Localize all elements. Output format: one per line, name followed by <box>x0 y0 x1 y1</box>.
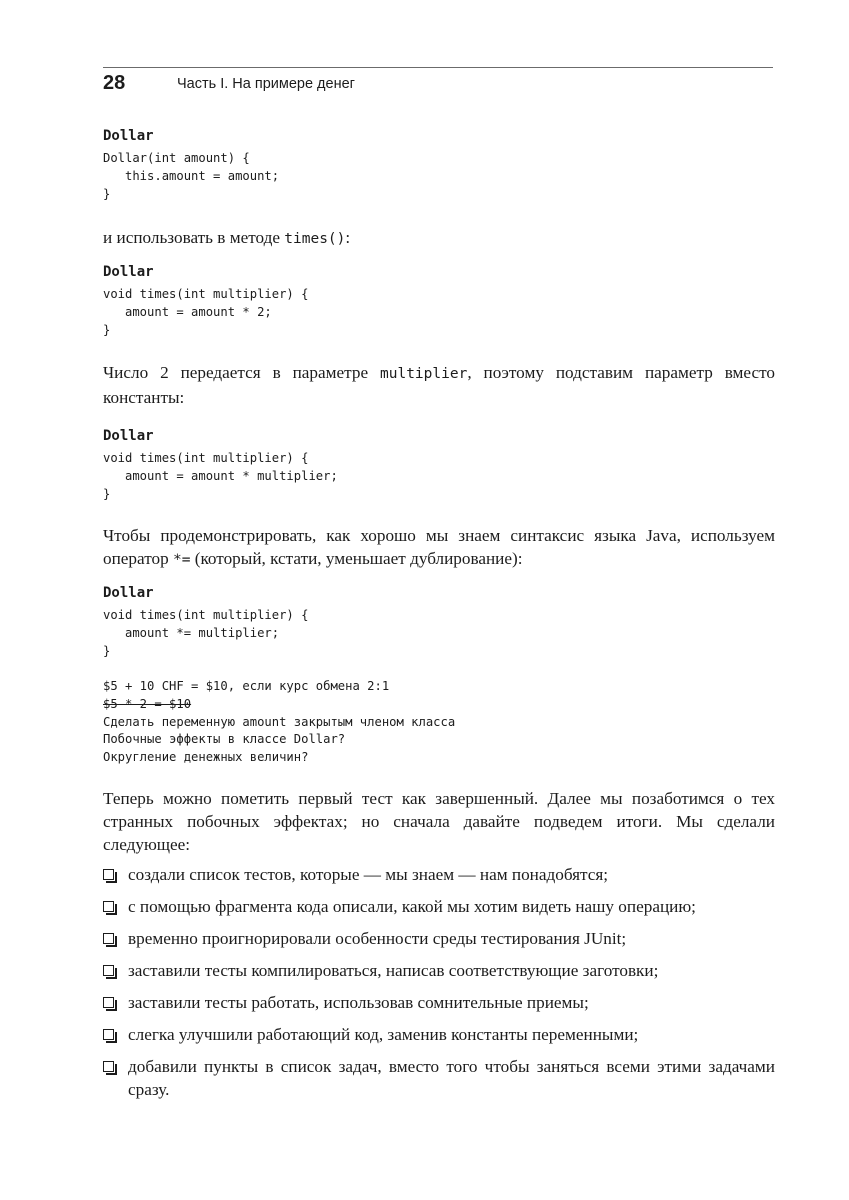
code-block-title: Dollar <box>103 264 154 280</box>
inline-code: times() <box>284 231 346 247</box>
inline-code: *= <box>172 552 191 568</box>
code-listing: Dollar(int amount) { this.amount = amount; } <box>103 151 280 201</box>
list-item-text: создали список тестов, которые — мы знаем — нам понадобятся; <box>128 865 609 884</box>
todo-item: $5 + 10 CHF = $10, если курс обмена 2:1 <box>103 679 390 693</box>
code-block-1 <box>103 127 775 203</box>
running-header <box>103 70 773 96</box>
checkbox-bullet-icon <box>103 933 114 944</box>
paragraph-text: Число 2 передается в параметре <box>103 363 380 382</box>
list-item-text: добавили пункты в список задач, вместо того чтобы заняться всеми этими задачами сразу. <box>128 1057 775 1099</box>
code-block-title: Dollar <box>103 428 154 444</box>
running-head-title: Часть I. На примере денег <box>177 76 355 92</box>
list-item <box>103 927 775 950</box>
todo-item: Сделать переменную amount закрытым членом класса <box>103 714 456 729</box>
paragraph-4: Теперь можно пометить первый тест как завершенный. Далее мы позаботимся о тех странных побочных эффектах; но сначала давайте подведем итоги. Мы сделали следующее: <box>103 789 775 854</box>
list-item-text: заставили тесты работать, использовав сомнительные приемы; <box>128 993 589 1012</box>
checkbox-bullet-icon <box>103 869 114 880</box>
inline-code: multiplier <box>380 366 468 382</box>
list-item-text: временно проигнорировали особенности среды тестирования JUnit; <box>128 929 627 948</box>
code-block-4 <box>103 584 775 660</box>
paragraph-text: : <box>345 228 351 247</box>
code-block-title: Dollar <box>103 128 154 144</box>
list-item <box>103 991 775 1014</box>
todo-item: Побочные эффекты в классе Dollar? <box>103 732 346 747</box>
code-listing: void times(int multiplier) { amount = amount * multiplier; } <box>103 451 338 501</box>
code-block-title: Dollar <box>103 585 154 601</box>
paragraph-text: (который, кстати, уменьшает дублирование): <box>190 549 523 568</box>
code-block-3 <box>103 427 775 503</box>
list-item-text: заставили тесты компилироваться, написав соответствующие заготовки; <box>128 961 659 980</box>
list-item-text: с помощью фрагмента кода описали, какой мы хотим видеть нашу операцию; <box>128 897 696 916</box>
checkbox-bullet-icon <box>103 1061 114 1072</box>
list-item <box>103 959 775 982</box>
list-item <box>103 863 775 886</box>
paragraph-text: , поэтому подставим параметр вместо константы: <box>103 363 775 407</box>
page-number: 28 <box>103 72 126 94</box>
todo-item-done: $5 * 2 = $10 <box>103 696 192 711</box>
paragraph-1 <box>103 226 775 251</box>
paragraph-text: Чтобы продемонстрировать, как хорошо мы знаем синтаксис языка Java, используем оператор <box>103 526 775 568</box>
summary-list <box>103 863 775 1110</box>
list-item <box>103 1023 775 1046</box>
todo-list <box>103 678 775 767</box>
list-item-text: слегка улучшили работающий код, заменив константы переменными; <box>128 1025 639 1044</box>
paragraph-text: и использовать в методе <box>103 228 285 247</box>
checkbox-bullet-icon <box>103 965 114 976</box>
checkbox-bullet-icon <box>103 997 114 1008</box>
list-item <box>103 895 775 918</box>
paragraph-3 <box>103 524 775 572</box>
checkbox-bullet-icon <box>103 901 114 912</box>
code-block-2 <box>103 263 775 339</box>
header-rule <box>103 67 773 68</box>
checkbox-bullet-icon <box>103 1029 114 1040</box>
todo-item: Округление денежных величин? <box>103 750 309 765</box>
code-listing: void times(int multiplier) { amount = amount * 2; } <box>103 287 309 337</box>
list-item <box>103 1055 775 1101</box>
paragraph-2 <box>103 361 775 409</box>
code-listing: void times(int multiplier) { amount *= multiplier; } <box>103 608 309 658</box>
